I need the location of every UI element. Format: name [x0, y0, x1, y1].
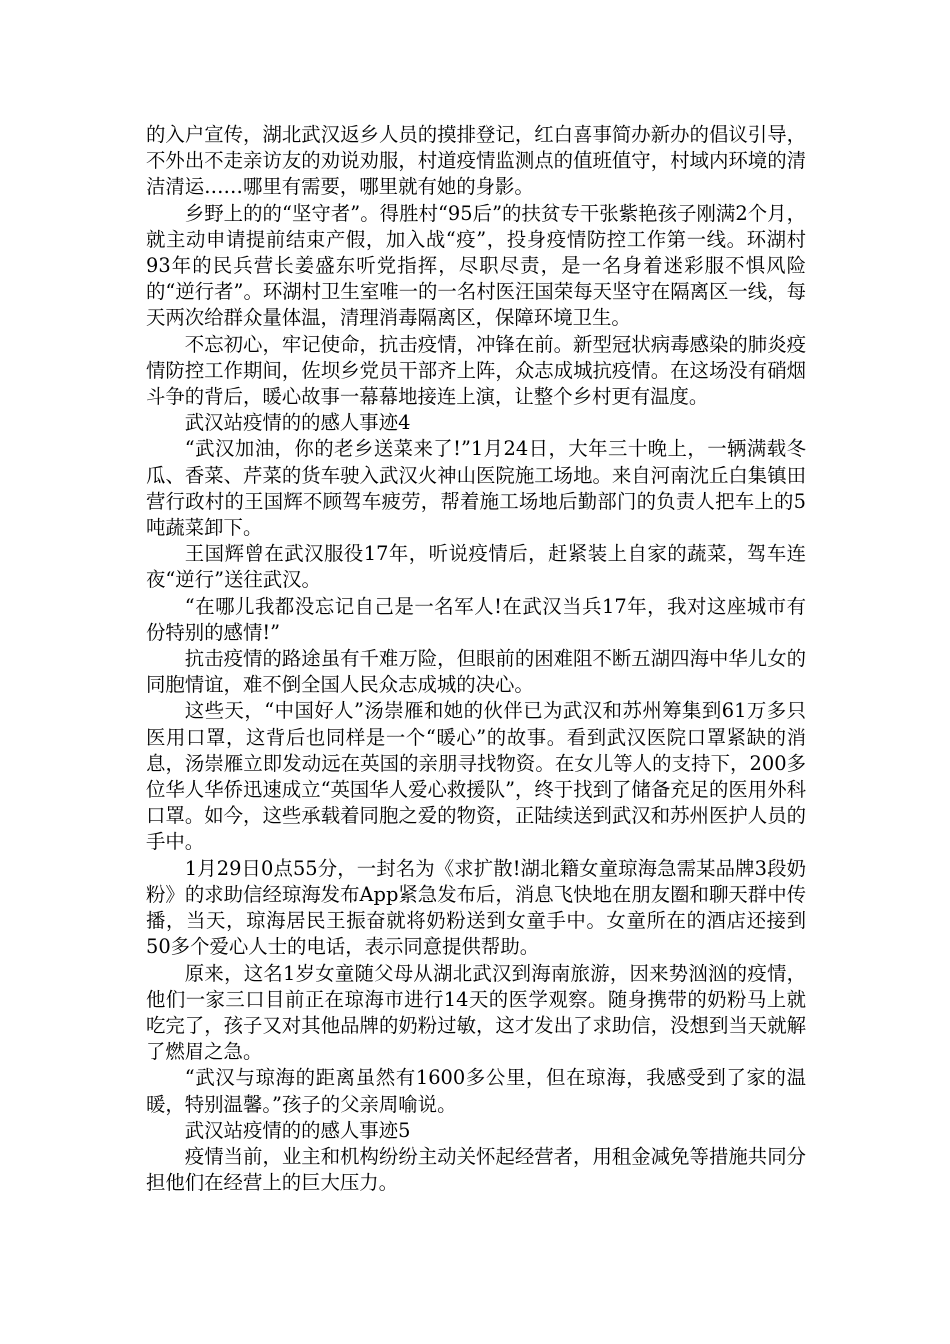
paragraph: 不忘初心，牢记使命，抗击疫情，冲锋在前。新型冠状病毒感染的肺炎疫情防控工作期间，佐坝乡党员干部齐上阵，众志成城抗疫情。在这场没有硝烟斗争的背后，暖心故事一幕幕地接连上演，让整个乡村更有温度。 [146, 332, 806, 409]
paragraph: 疫情当前，业主和机构纷纷主动关怀起经营者，用租金减免等措施共同分担他们在经营上的巨大压力。 [146, 1144, 806, 1195]
document-body [146, 122, 806, 1196]
paragraph: 这些天，“中国好人”汤崇雁和她的伙伴已为武汉和苏州筹集到61万多只医用口罩，这背后也同样是一个“暖心”的故事。看到武汉医院口罩紧缺的消息，汤崇雁立即发动远在英国的亲朋寻找物资。在女儿等人的支持下，200多位华人华侨迅速成立“英国华人爱心救援队”，终于找到了储备充足的医用外科口罩。如今，这些承载着同胞之爱的物资，正陆续送到武汉和苏州医护人员的手中。 [146, 699, 806, 854]
paragraph: 的入户宣传，湖北武汉返乡人员的摸排登记，红白喜事简办新办的倡议引导，不外出不走亲访友的劝说劝服，村道疫情监测点的值班值守，村域内环境的清洁清运……哪里有需要，哪里就有她的身影。 [146, 123, 806, 199]
section-heading: 武汉站疫情的的感人事迹4 [184, 411, 411, 435]
paragraph: “在哪儿我都没忘记自己是一名军人!在武汉当兵17年，我对这座城市有份特别的感情!” [146, 594, 806, 644]
paragraph: 抗击疫情的路途虽有千难万险，但眼前的困难阻不断五湖四海中华儿女的同胞情谊，难不倒全国人民众志成城的决心。 [146, 647, 806, 697]
paragraph: 原来，这名1岁女童随父母从湖北武汉到海南旅游，因来势汹汹的疫情，他们一家三口目前正在琼海市进行14天的医学观察。随身携带的奶粉马上就吃完了，孩子又对其他品牌的奶粉过敏，这才发出了求助信，没想到当天就解了燃眉之急。 [146, 961, 806, 1064]
section-heading: 武汉站疫情的的感人事迹5 [184, 1118, 411, 1142]
paragraph: “武汉与琼海的距离虽然有1600多公里，但在琼海，我感受到了家的温暖，特别温馨。”孩子的父亲周喻说。 [146, 1066, 806, 1116]
paragraph: 乡野上的的“坚守者”。得胜村“95后”的扶贫专干张紫艳孩子刚满2个月，就主动申请提前结束产假，加入战“疫”，投身疫情防控工作第一线。环湖村93年的民兵营长姜盛东听党指挥，尽职尽责，是一名身着迷彩服不惧风险的“逆行者”。环湖村卫生室唯一的一名村医汪国荣每天坚守在隔离区一线，每天两次给群众量体温，清理消毒隔离区，保障环境卫生。 [146, 201, 806, 330]
paragraph: 王国辉曾在武汉服役17年，听说疫情后，赶紧装上自家的蔬菜，驾车连夜“逆行”送往武汉。 [146, 542, 806, 592]
paragraph: “武汉加油，你的老乡送菜来了!”1月24日，大年三十晚上，一辆满载冬瓜、香菜、芹菜的货车驶入武汉火神山医院施工场地。来自河南沈丘白集镇田营行政村的王国辉不顾驾车疲劳，帮着施工场地后勤部门的负责人把车上的5吨蔬菜卸下。 [146, 437, 806, 540]
paragraph: 1月29日0点55分，一封名为《求扩散!湖北籍女童琼海急需某品牌3段奶粉》的求助信经琼海发布App紧急发布后，消息飞快地在朋友圈和聊天群中传播，当天，琼海居民王振奋就将奶粉送到女童手中。女童所在的酒店还接到50多个爱心人士的电话，表示同意提供帮助。 [146, 856, 806, 959]
